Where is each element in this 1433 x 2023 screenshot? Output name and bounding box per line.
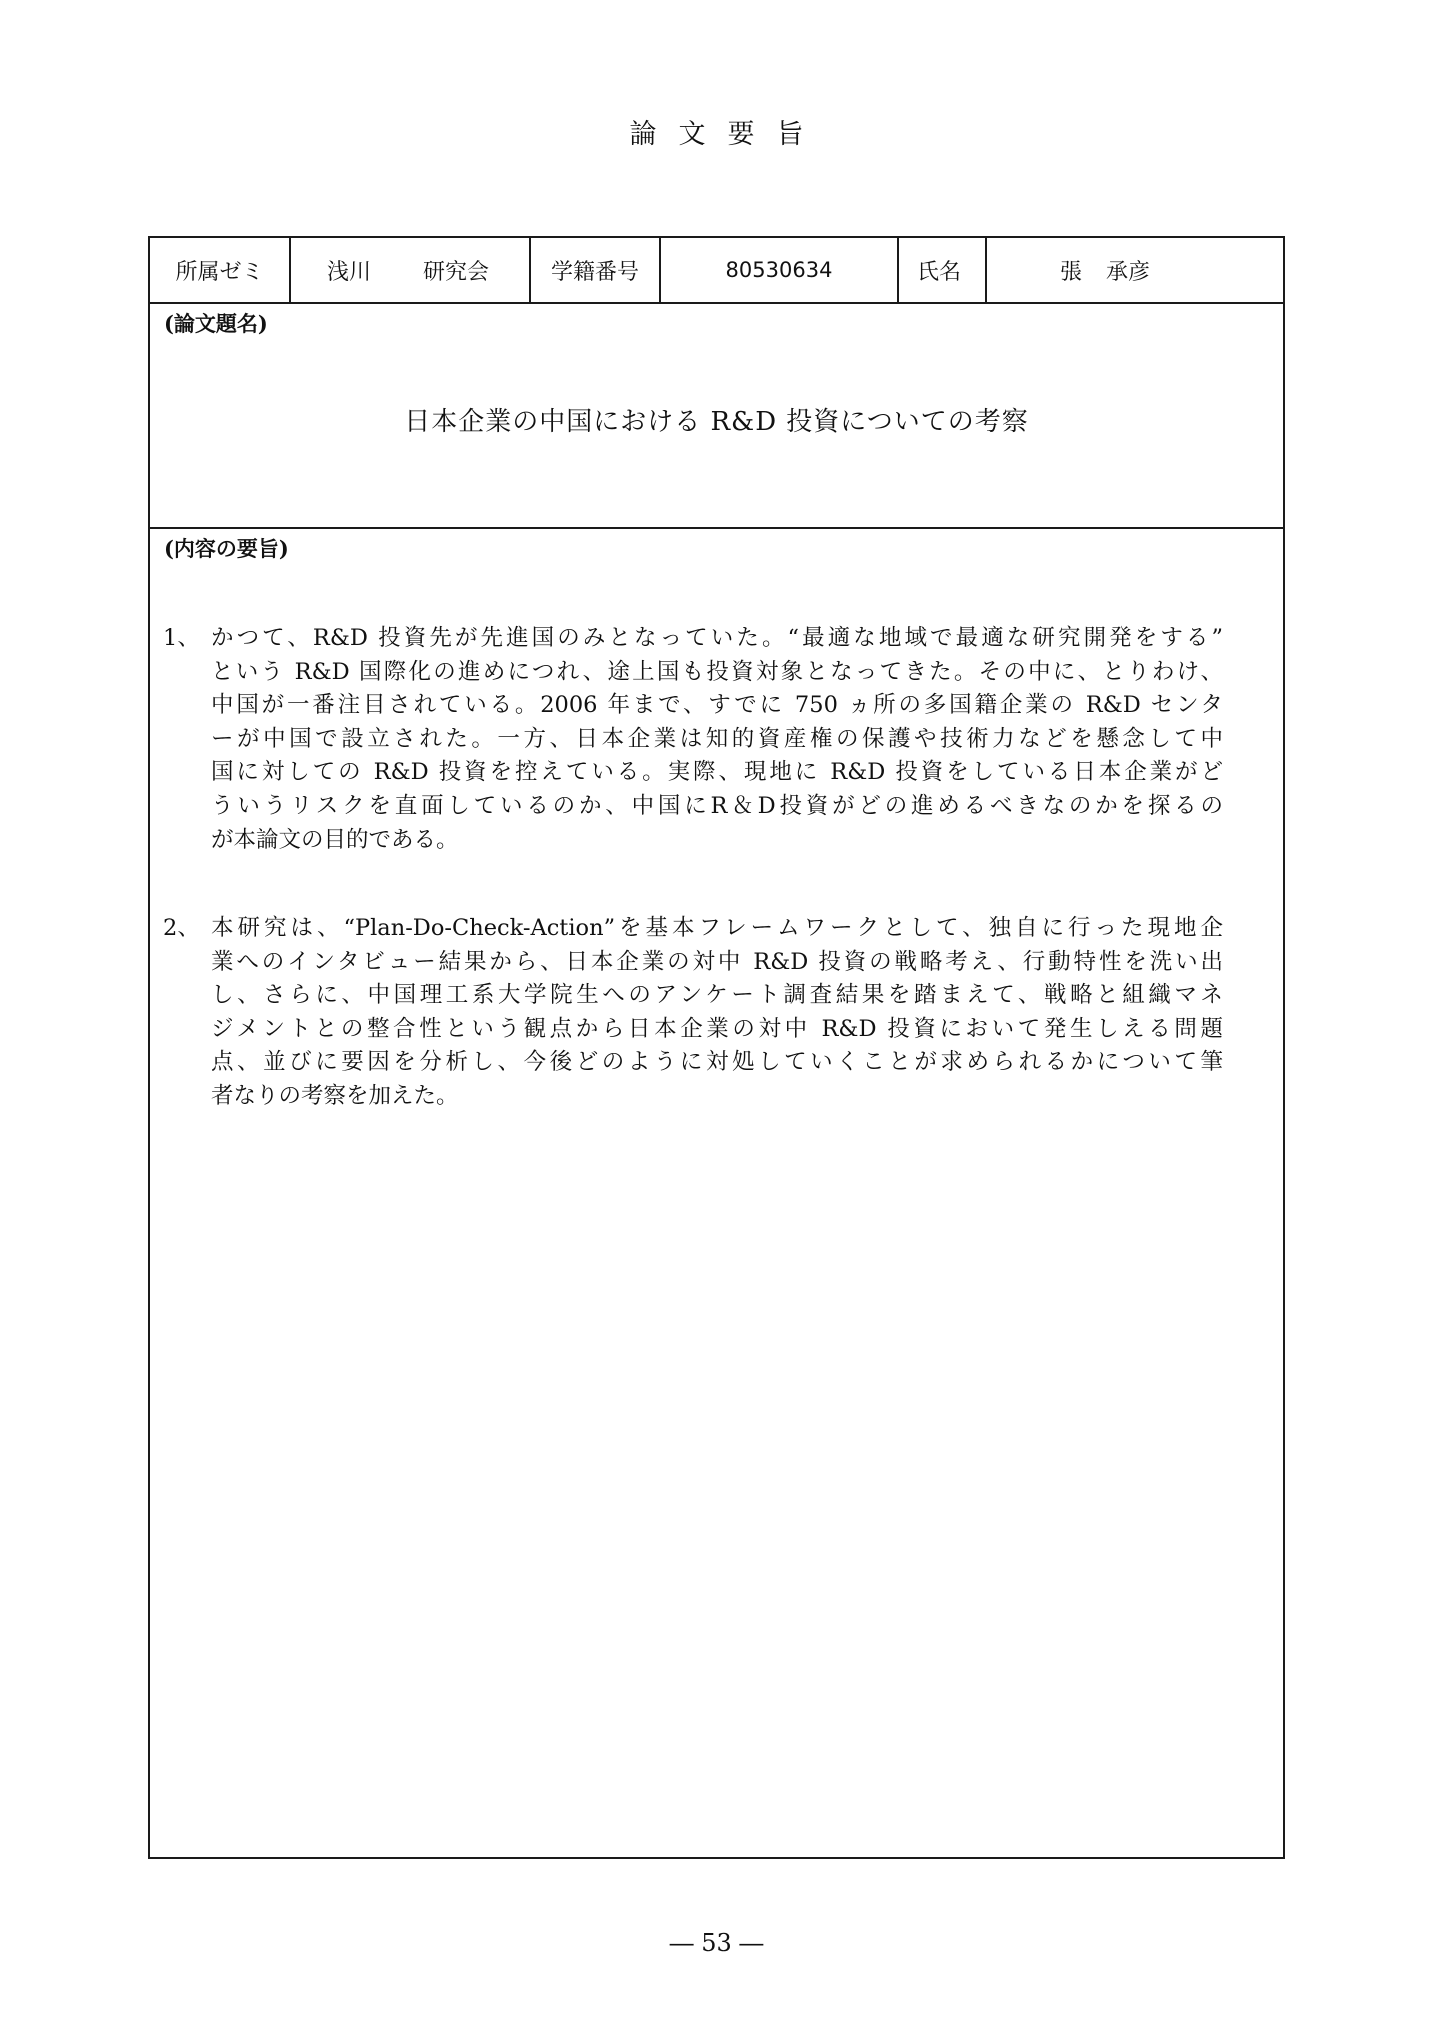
abstract-paragraph-1 [163, 622, 1223, 857]
page-title: 論文要旨 [629, 119, 826, 150]
student-id: 80530634 [661, 238, 899, 302]
thesis-title-label: (論文題名) [164, 311, 268, 336]
seminar-name: 浅川 [327, 259, 372, 285]
abstract-paragraph-2 [163, 912, 1223, 1114]
paragraph-number: 1、 [163, 625, 200, 651]
abstract-section [150, 529, 1283, 1857]
paragraph-line: が本論文の目的である。 [211, 826, 459, 853]
paragraph-line: 本研究は、“Plan-Do-Check-Action”を基本フレームワークとして、独自に行った現地企 [211, 915, 1223, 941]
paragraph-line: 点、並びに要因を分析し、今後どのように対処していくことが求められるかについて筆 [211, 1049, 1223, 1076]
name-family: 張 [1059, 259, 1082, 285]
thesis-title: 日本企業の中国における R&D 投資についての考察 [404, 407, 1029, 437]
name-given: 承彦 [1106, 259, 1151, 285]
paragraph-line: し、さらに、中国理工系大学院生へのアンケート調査結果を踏まえて、戦略と組織マネ [211, 982, 1223, 1009]
paragraph-line: ういうリスクを直面しているのか、中国にR＆D投資がどの進めるべきなのかを探るの [211, 792, 1223, 819]
thesis-title-section [150, 304, 1283, 529]
seminar-label: 所属ゼミ [150, 238, 291, 302]
paragraph-line: 者なりの考察を加えた。 [211, 1082, 459, 1109]
paragraph-line: 中国が一番注目されている。2006 年まで、すでに 750 ヵ所の多国籍企業の R&D センタ [211, 692, 1223, 719]
seminar-cell [291, 238, 531, 302]
paragraph-line: 国に対しての R&D 投資を控えている。実際、現地に R&D 投資をしている日本企業がど [211, 759, 1223, 786]
paragraph-line: ーが中国で設立された。一方、日本企業は知的資産権の保護や技術力などを懸念して中 [211, 725, 1223, 752]
paragraph-line: かつて、R&D 投資先が先進国のみとなっていた。“最適な地域で最適な研究開発をする” [211, 625, 1223, 651]
student-id-label: 学籍番号 [531, 238, 661, 302]
paragraph-line: 業へのインタビュー結果から、日本企業の対中 R&D 投資の戦略考え、行動特性を洗い出 [211, 948, 1223, 975]
page-number: ― 53 ― [669, 1929, 764, 1957]
abstract-label: (内容の要旨) [164, 536, 289, 561]
name-label: 氏名 [899, 238, 987, 302]
header-row [150, 238, 1283, 304]
paragraph-line: という R&D 国際化の進めにつれ、途上国も投資対象となってきた。その中に、とりわけ、 [211, 658, 1223, 685]
seminar-suffix: 研究会 [423, 259, 490, 285]
paragraph-number: 2、 [163, 915, 200, 941]
paragraph-line: ジメントとの整合性という観点から日本企業の対中 R&D 投資において発生しえる問題 [211, 1015, 1223, 1042]
name-cell [987, 238, 1283, 302]
abstract-form [148, 236, 1285, 1859]
